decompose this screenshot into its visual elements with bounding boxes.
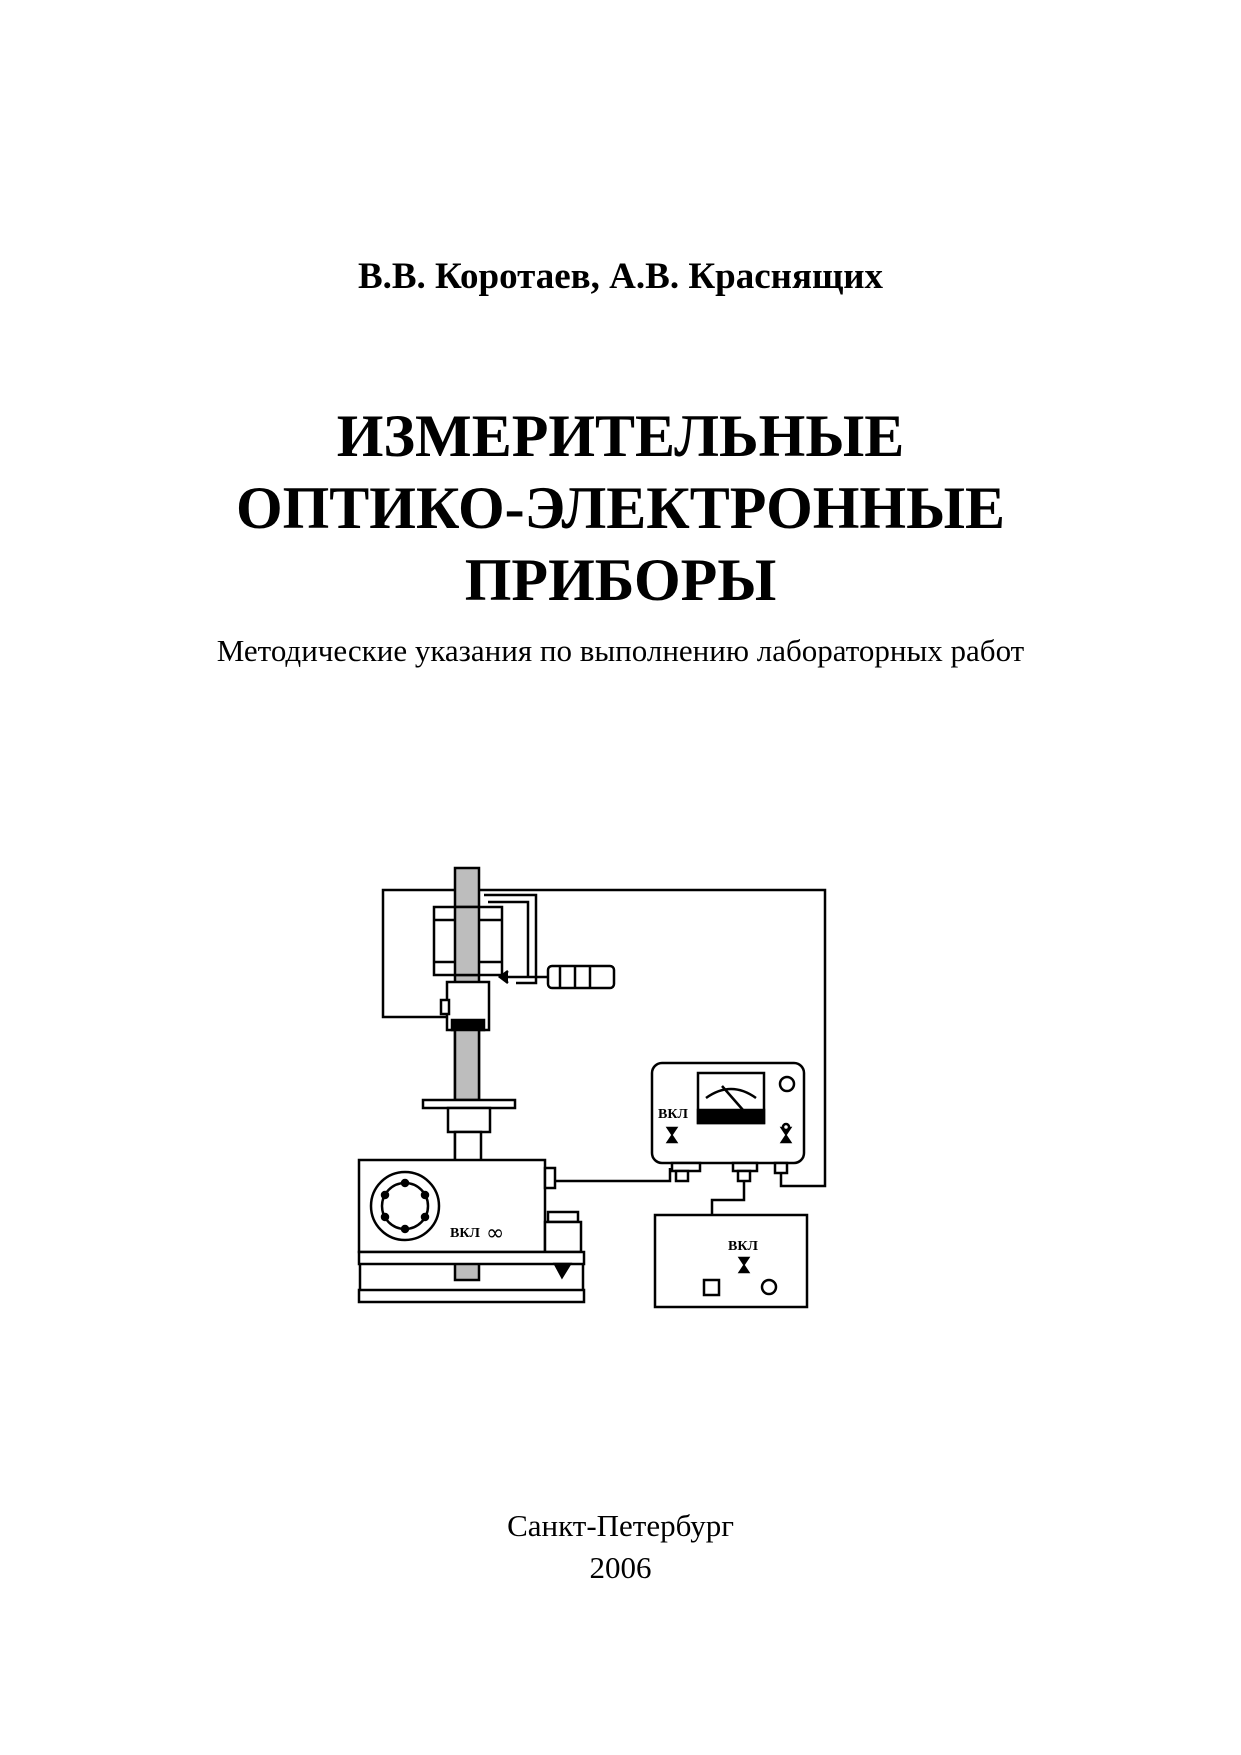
title-line-2: ОПТИКО-ЭЛЕКТРОННЫЕ	[235, 475, 1006, 541]
subtitle: Методические указания по выполнению лабораторных работ	[216, 633, 1025, 668]
year: 2006	[589, 1550, 652, 1585]
power-supply-unit	[655, 1215, 807, 1307]
supply-power-label: ВКЛ	[728, 1239, 758, 1254]
apparatus-diagram	[356, 866, 832, 1311]
supply-knob	[762, 1280, 776, 1294]
document-title	[0, 400, 1241, 616]
supply-socket	[704, 1280, 719, 1295]
base-power-label: ВКЛ	[450, 1226, 480, 1241]
micrometer	[548, 966, 614, 988]
cable-base-meter	[555, 1168, 670, 1181]
title-line-3: ПРИБОРЫ	[464, 547, 777, 613]
infinity-icon: ∞	[486, 1221, 505, 1246]
meter-power-label: ВКЛ	[658, 1107, 688, 1122]
base-rail-bottom	[359, 1290, 584, 1302]
base-rail-top	[359, 1252, 584, 1264]
title-line-1: ИЗМЕРИТЕЛЬНЫЕ	[336, 403, 905, 469]
city: Санкт-Петербург	[507, 1508, 734, 1543]
authors: В.В. Коротаев, А.В. Краснящих	[357, 256, 884, 297]
imprint	[0, 1505, 1241, 1589]
